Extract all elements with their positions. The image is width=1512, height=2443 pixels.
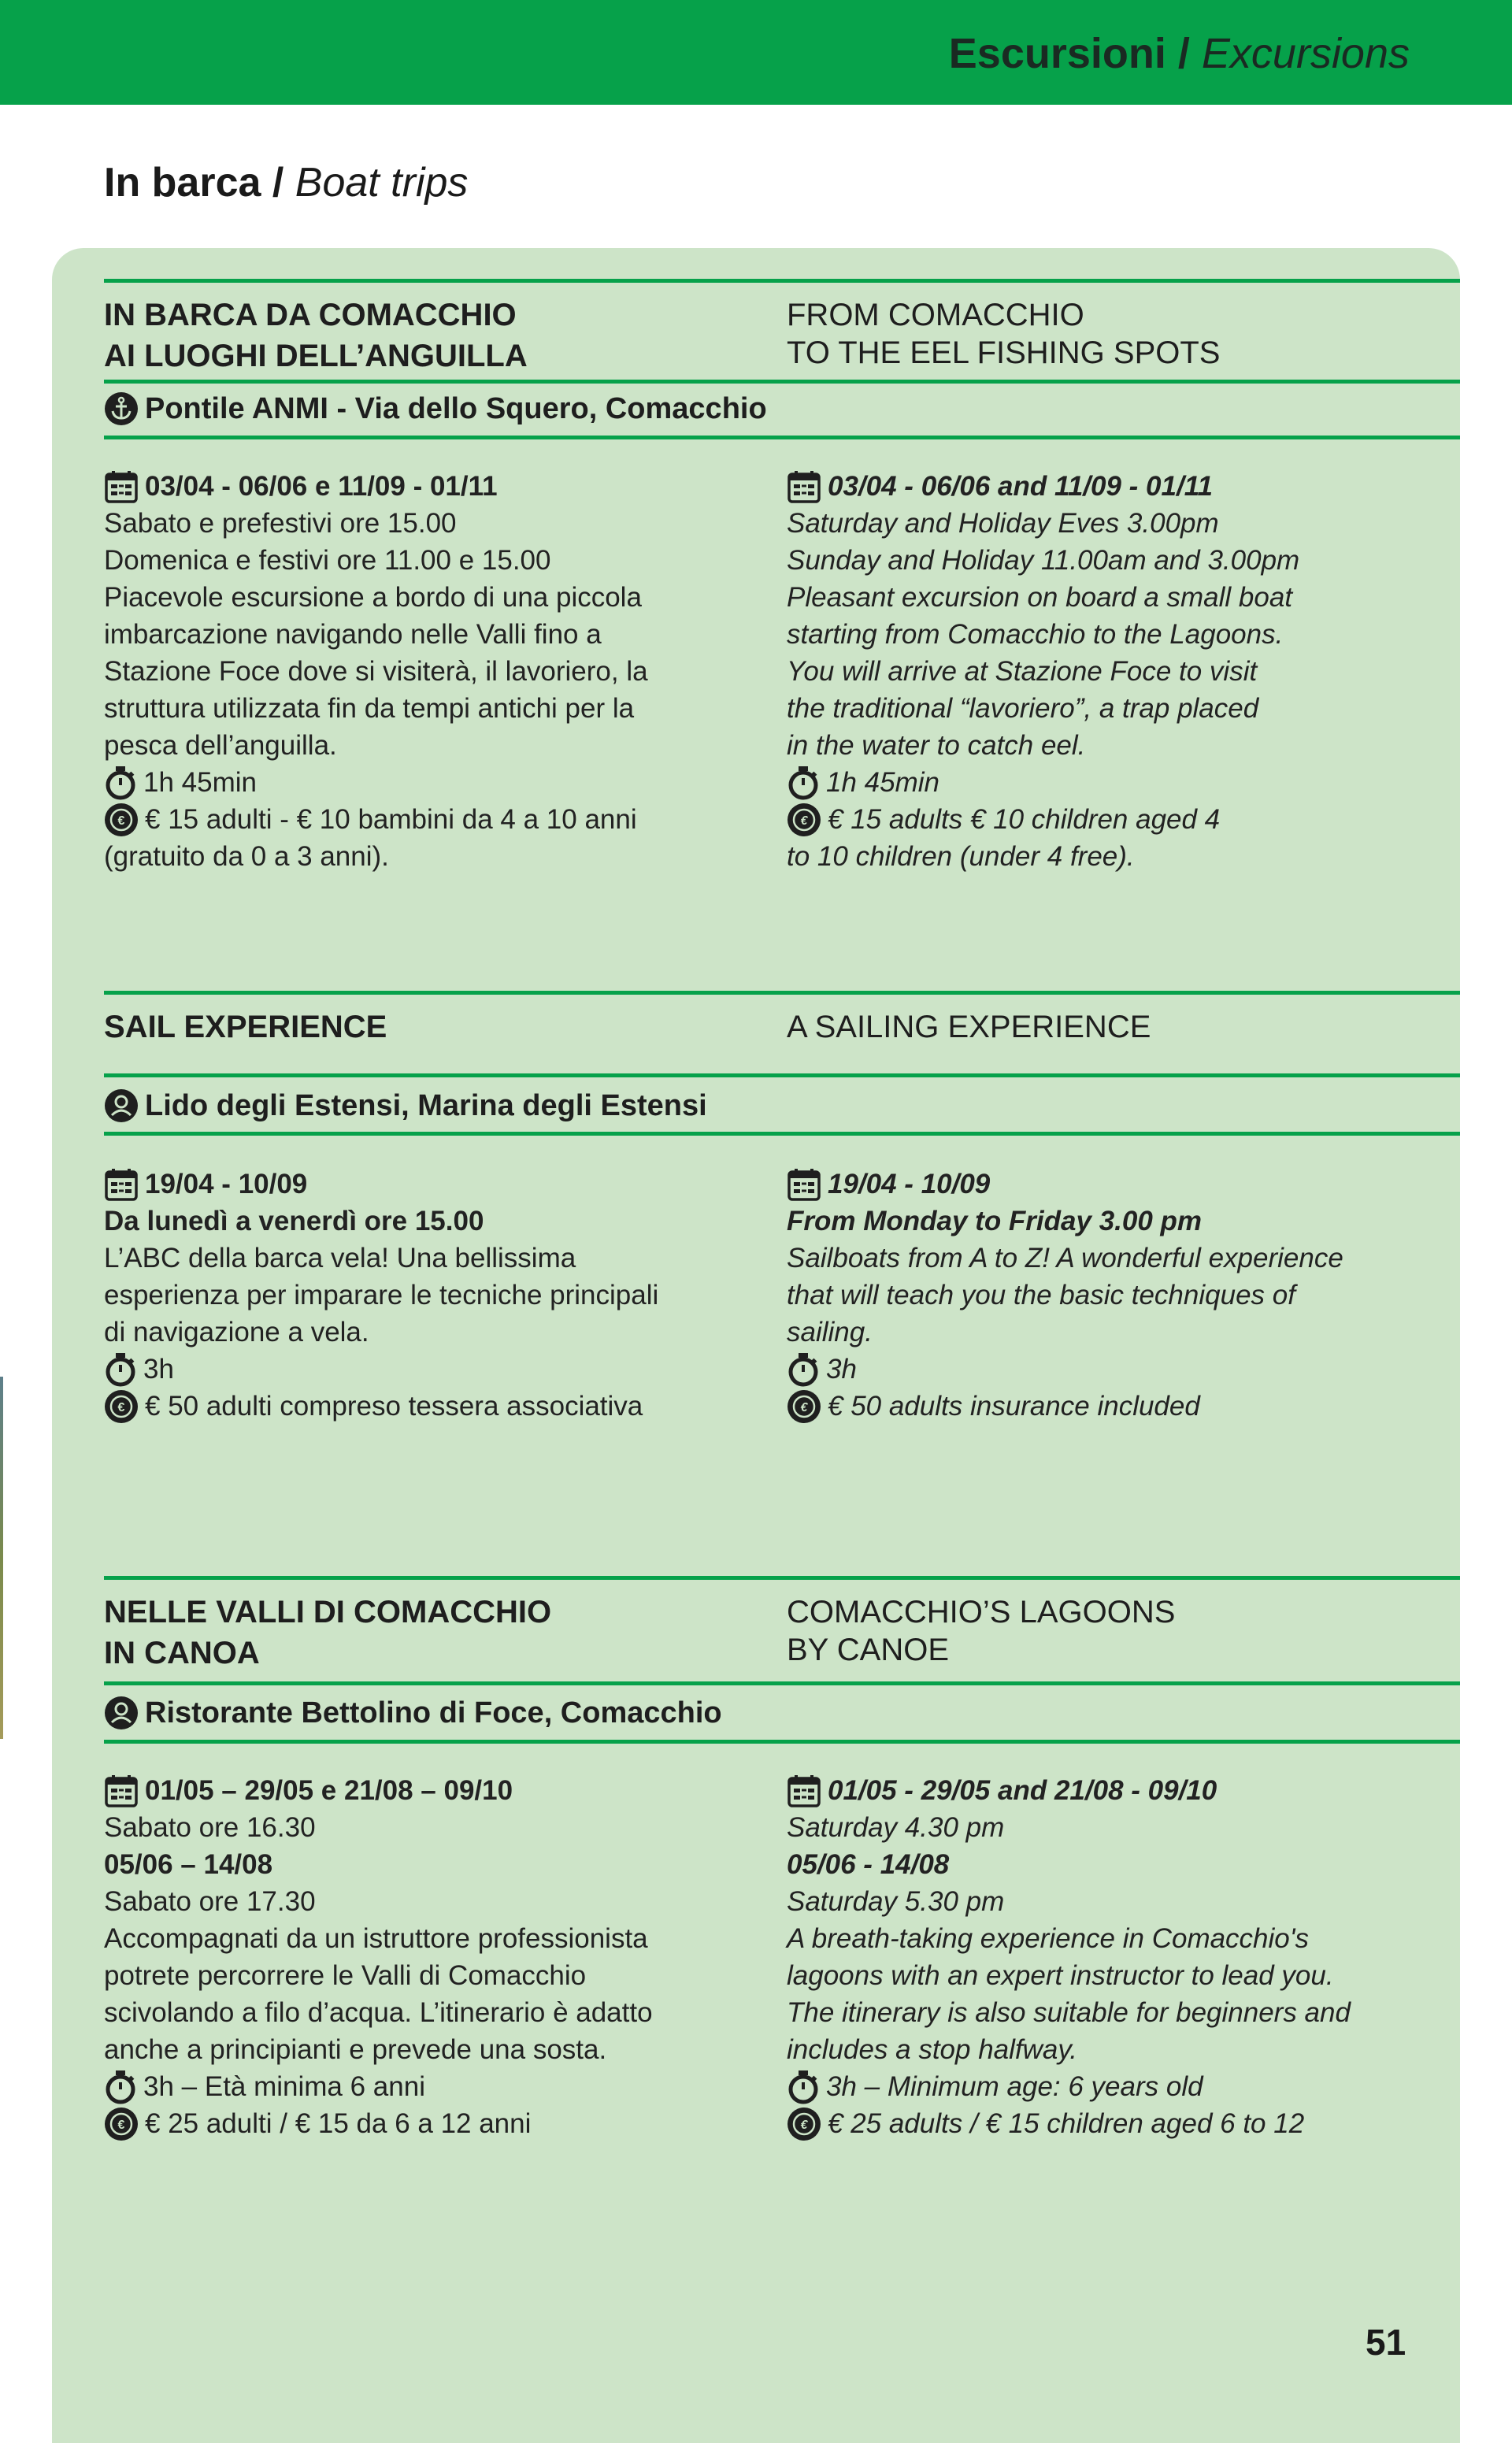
- duration-text: 3h: [143, 1354, 174, 1385]
- schedule-line: Sunday and Holiday 11.00am and 3.00pm: [787, 545, 1300, 576]
- description-line: You will arrive at Stazione Foce to visit: [787, 656, 1258, 687]
- duration-line: [104, 1351, 773, 1388]
- title-line: NELLE VALLI DI COMACCHIO: [104, 1595, 552, 1629]
- excursion-title-it: [104, 295, 750, 376]
- price-line: [104, 801, 773, 838]
- title-line: IN BARCA DA COMACCHIO: [104, 298, 517, 332]
- description-line: di navigazione a vela.: [104, 1317, 369, 1348]
- header-bar: [0, 0, 1512, 105]
- schedule-line: Sabato e prefestivi ore 15.00: [104, 508, 457, 539]
- excursion-title-it: [104, 1006, 750, 1047]
- excursion-section-canoe: [104, 1576, 1460, 2363]
- price-line: to 10 children (under 4 free).: [787, 841, 1135, 872]
- calendar-icon: [104, 1167, 139, 1202]
- svg-text:€: €: [117, 2118, 125, 2132]
- title-line: BY CANOE: [787, 1633, 949, 1667]
- section-title-bold: Escursioni /: [948, 30, 1190, 77]
- schedule-line: Sabato ore 17.30: [104, 1886, 316, 1917]
- schedule-line: Saturday and Holiday Eves 3.00pm: [787, 508, 1219, 539]
- meeting-point: [104, 390, 1443, 428]
- title-line: SAIL EXPERIENCE: [104, 1010, 387, 1044]
- description-line: struttura utilizzata fin da tempi antichi per la: [104, 693, 635, 724]
- description-line: potrete percorrere le Valli di Comacchio: [104, 1960, 587, 1991]
- meeting-point-text: Pontile ANMI - Via dello Squero, Comacchio: [145, 392, 767, 425]
- description-line: A breath-taking experience in Comacchio's: [787, 1923, 1309, 1954]
- divider: [104, 279, 1460, 283]
- dates-text: 19/04 - 10/09: [145, 1169, 308, 1199]
- excursion-title-en: [787, 1593, 1432, 1669]
- section-title: [949, 22, 1410, 85]
- price-line: [104, 1388, 773, 1425]
- price-text: € 25 adulti / € 15 da 6 a 12 anni: [145, 2108, 532, 2139]
- svg-text:€: €: [800, 2118, 808, 2132]
- details-it: [104, 1166, 773, 1425]
- photo-edge-strip: [0, 1377, 3, 1739]
- description-line: anche a principianti e prevede una sosta.: [104, 2034, 607, 2065]
- content-panel: [52, 248, 1460, 2443]
- description-line: scivolando a filo d’acqua. L’itinerario è adatto: [104, 1997, 653, 2028]
- meeting-point: [104, 1694, 1443, 1732]
- calendar-icon: [104, 1774, 139, 1808]
- schedule-line: From Monday to Friday 3.00 pm: [787, 1206, 1203, 1236]
- meeting-point: [104, 1087, 1443, 1125]
- price-line: [787, 801, 1456, 838]
- excursion-title-en: [787, 1008, 1432, 1046]
- svg-text:€: €: [800, 1400, 808, 1414]
- title-line: FROM COMACCHIO: [787, 298, 1084, 332]
- price-text: € 15 adulti - € 10 bambini da 4 a 10 anni: [145, 804, 637, 835]
- dates-text: 01/05 - 29/05 and 21/08 - 09/10: [828, 1775, 1217, 1806]
- description-line: the traditional “lavoriero”, a trap placed: [787, 693, 1259, 724]
- divider: [104, 1576, 1460, 1580]
- description-line: starting from Comacchio to the Lagoons.: [787, 619, 1284, 650]
- excursion-title-en: [787, 296, 1432, 372]
- euro-icon: [104, 1389, 139, 1424]
- details-en: [787, 1772, 1456, 2142]
- meeting-point-text: Ristorante Bettolino di Foce, Comacchio: [145, 1696, 722, 1729]
- description-line: that will teach you the basic techniques of: [787, 1280, 1295, 1310]
- euro-icon: [787, 803, 821, 837]
- stopwatch-icon: [104, 2070, 137, 2104]
- title-line: IN CANOA: [104, 1636, 260, 1670]
- duration-text: 3h – Età minima 6 anni: [143, 2071, 425, 2102]
- stopwatch-icon: [787, 766, 820, 800]
- dates-text: 03/04 - 06/06 e 11/09 - 01/11: [145, 471, 498, 502]
- stopwatch-icon: [104, 1352, 137, 1387]
- price-text: € 50 adults insurance included: [828, 1391, 1200, 1422]
- schedule-line: Sabato ore 16.30: [104, 1812, 316, 1843]
- svg-text:€: €: [117, 1400, 125, 1414]
- excursion-title-it: [104, 1592, 750, 1674]
- dates-line-2: 05/06 - 14/08: [787, 1849, 950, 1880]
- price-line: [104, 2105, 773, 2142]
- page-subtitle: [104, 151, 468, 214]
- stopwatch-icon: [104, 766, 137, 800]
- person-pin-icon: [104, 1088, 139, 1123]
- description-line: Piacevole escursione a bordo di una piccola: [104, 582, 642, 613]
- description-line: The itinerary is also suitable for beginners and: [787, 1997, 1351, 2028]
- excursion-section-eel: [104, 279, 1460, 893]
- description-line: includes a stop halfway.: [787, 2034, 1078, 2065]
- details-it: [104, 468, 773, 875]
- calendar-icon: [104, 469, 139, 504]
- subtitle-bold: In barca /: [104, 160, 284, 206]
- stopwatch-icon: [787, 2070, 820, 2104]
- duration-line: [104, 2068, 773, 2105]
- price-text: € 15 adults € 10 children aged 4: [828, 804, 1221, 835]
- dates-line: [787, 468, 1456, 505]
- description-line: imbarcazione navigando nelle Valli fino a: [104, 619, 602, 650]
- person-pin-icon: [104, 1696, 139, 1730]
- duration-line: [787, 2068, 1456, 2105]
- details-en: [787, 468, 1456, 875]
- description-line: Sailboats from A to Z! A wonderful experience: [787, 1243, 1343, 1273]
- schedule-line: Saturday 4.30 pm: [787, 1812, 1005, 1843]
- duration-line: [787, 764, 1456, 801]
- schedule-line: Domenica e festivi ore 11.00 e 15.00: [104, 545, 551, 576]
- euro-icon: [787, 2107, 821, 2141]
- details-en: [787, 1166, 1456, 1425]
- duration-text: 3h: [826, 1354, 857, 1385]
- calendar-icon: [787, 1167, 821, 1202]
- details-it: [104, 1772, 773, 2142]
- dates-line: [787, 1166, 1456, 1203]
- dates-line-2: 05/06 – 14/08: [104, 1849, 273, 1880]
- calendar-icon: [787, 469, 821, 504]
- title-line: A SAILING EXPERIENCE: [787, 1010, 1151, 1044]
- price-text: € 50 adulti compreso tessera associativa: [145, 1391, 643, 1422]
- description-line: L’ABC della barca vela! Una bellissima: [104, 1243, 576, 1273]
- duration-text: 3h – Minimum age: 6 years old: [826, 2071, 1203, 2102]
- price-line: [787, 2105, 1456, 2142]
- svg-text:€: €: [800, 814, 808, 828]
- duration-text: 1h 45min: [826, 767, 939, 798]
- schedule-line: Saturday 5.30 pm: [787, 1886, 1005, 1917]
- description-line: Accompagnati da un istruttore professionista: [104, 1923, 648, 1954]
- description-line: esperienza per imparare le tecniche principali: [104, 1280, 659, 1310]
- dates-text: 03/04 - 06/06 and 11/09 - 01/11: [828, 471, 1214, 502]
- divider: [104, 1073, 1460, 1077]
- calendar-icon: [787, 1774, 821, 1808]
- page-number: 51: [1366, 2322, 1406, 2363]
- divider: [104, 1681, 1460, 1685]
- duration-line: [104, 764, 773, 801]
- stopwatch-icon: [787, 1352, 820, 1387]
- schedule-line: Da lunedì a venerdì ore 15.00: [104, 1206, 484, 1236]
- description-line: lagoons with an expert instructor to lead you.: [787, 1960, 1334, 1991]
- svg-text:€: €: [117, 814, 125, 828]
- divider: [104, 436, 1460, 439]
- meeting-point-text: Lido degli Estensi, Marina degli Estensi: [145, 1089, 707, 1122]
- title-line: COMACCHIO’S LAGOONS: [787, 1595, 1176, 1629]
- divider: [104, 380, 1460, 384]
- dates-line: [104, 468, 773, 505]
- subtitle-italic: Boat trips: [295, 160, 469, 206]
- excursion-section-sail: [104, 991, 1460, 1495]
- section-title-italic: Excursions: [1201, 30, 1410, 77]
- divider: [104, 1132, 1460, 1136]
- price-line: (gratuito da 0 a 3 anni).: [104, 841, 389, 872]
- price-text: € 25 adults / € 15 children aged 6 to 12: [828, 2108, 1305, 2139]
- dates-line: [104, 1772, 773, 1809]
- dates-line: [787, 1772, 1456, 1809]
- dates-text: 01/05 – 29/05 e 21/08 – 09/10: [145, 1775, 513, 1806]
- divider: [104, 991, 1460, 995]
- dates-line: [104, 1166, 773, 1203]
- title-line: TO THE EEL FISHING SPOTS: [787, 335, 1221, 370]
- duration-text: 1h 45min: [143, 767, 257, 798]
- description-line: pesca dell’anguilla.: [104, 730, 337, 761]
- title-line: AI LUOGHI DELL’ANGUILLA: [104, 339, 528, 373]
- duration-line: [787, 1351, 1456, 1388]
- euro-icon: [104, 2107, 139, 2141]
- euro-icon: [787, 1389, 821, 1424]
- divider: [104, 1740, 1460, 1744]
- euro-icon: [104, 803, 139, 837]
- description-line: in the water to catch eel.: [787, 730, 1086, 761]
- description-line: Stazione Foce dove si visiterà, il lavoriero, la: [104, 656, 648, 687]
- description-line: sailing.: [787, 1317, 873, 1348]
- description-line: Pleasant excursion on board a small boat: [787, 582, 1293, 613]
- anchor-icon: [104, 391, 139, 426]
- dates-text: 19/04 - 10/09: [828, 1169, 991, 1199]
- price-line: [787, 1388, 1456, 1425]
